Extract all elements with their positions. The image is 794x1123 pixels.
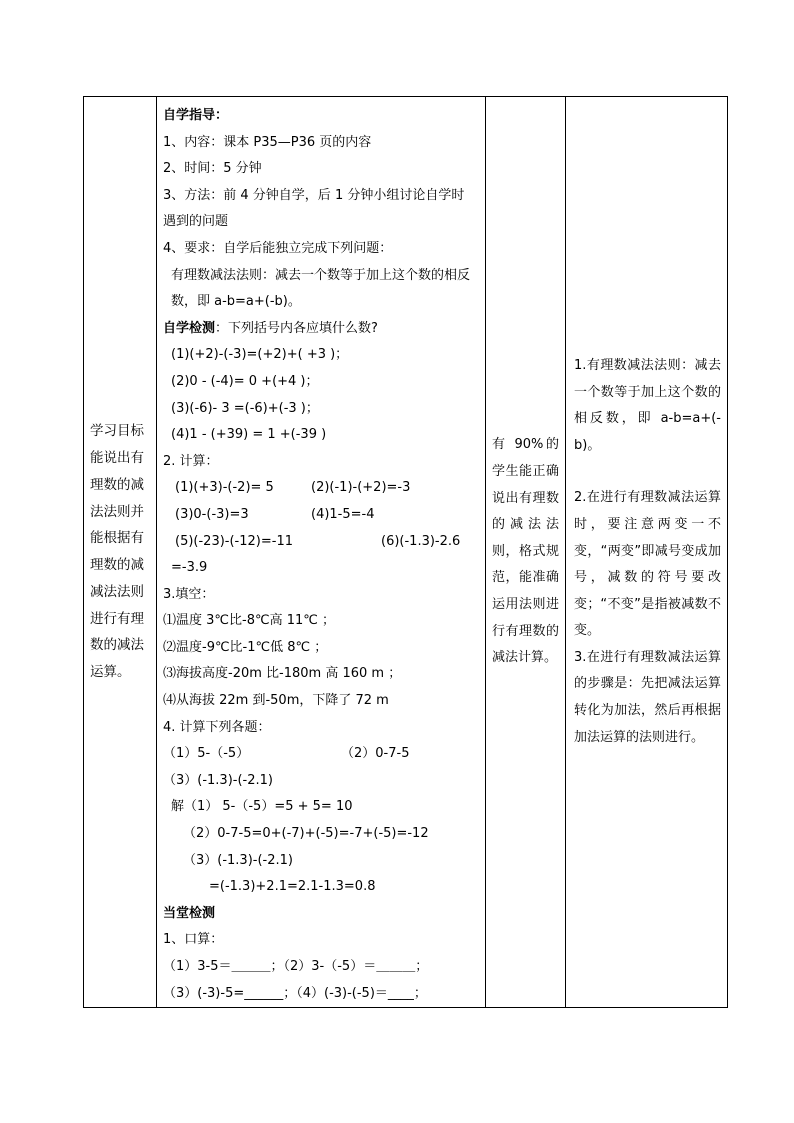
compute-question: （2）0-7-5 bbox=[341, 746, 410, 762]
compute-solution: （2）0-7-5=0+(-7)+(-5)=-7+(-5)=-12 bbox=[183, 826, 429, 842]
check-line: (4)1 - (+39) = 1 +(-39 ) bbox=[171, 427, 327, 443]
objective-cell bbox=[84, 97, 157, 1008]
fill-line: ⑶海拔高度-20m 比-180m 高 160 m ； bbox=[163, 666, 402, 682]
evaluation-text: 有 90%的学生能正确说出有理数的减法法则，格式规范，能准确运用法则进行有理数的减法计算。 bbox=[492, 437, 559, 666]
summary-cell bbox=[566, 97, 728, 1008]
check-line: (3)(-6)- 3 =(-6)+(-3 )； bbox=[171, 400, 319, 416]
check-prompt: ：下列括号内各应填什么数? bbox=[215, 320, 378, 336]
calc-item: (2)(-1)-(+2)=-3 bbox=[311, 480, 411, 496]
self-study-item: 3、方法：前 4 分钟自学，后 1 分钟小组讨论自学时遇到的问题 bbox=[163, 187, 465, 230]
objective-text: 学习目标能说出有理数的减法法则并能根据有理数的减减法法则进行有理数的减法运算。 bbox=[90, 423, 144, 681]
check-line: (2)0 - (-4)= 0 +(+4 )； bbox=[171, 373, 319, 389]
calc-item: (6)(-1.3)-2.6 bbox=[381, 533, 461, 549]
fill-title: 3.填空： bbox=[163, 586, 215, 602]
table-row bbox=[84, 97, 728, 1008]
compute-question: （1）5-（-5） bbox=[163, 746, 250, 762]
check-title: 自学检测 bbox=[163, 320, 216, 336]
content-cell bbox=[157, 97, 486, 1008]
self-study-item: 2、时间：5 分钟 bbox=[163, 161, 262, 177]
summary-point: 1.有理数减法法则：减去一个数等于加上这个数的相反数，即 a-b=a+(-b)。 bbox=[574, 357, 721, 453]
self-study-title: 自学指导： bbox=[163, 108, 229, 123]
compute-row bbox=[163, 741, 477, 768]
calc-row bbox=[163, 475, 477, 502]
oral-calc-line: （1）3-5＝＿＿＿；（2）3-（-5）＝＿＿＿； bbox=[163, 959, 429, 974]
calc-item: =-3.9 bbox=[171, 560, 208, 576]
lesson-table bbox=[83, 96, 728, 1008]
fill-line: ⑵温度-9℃比-1℃低 8℃ ； bbox=[163, 639, 328, 655]
evaluation-cell bbox=[486, 97, 566, 1008]
calc-item: (4)1-5=-4 bbox=[311, 506, 375, 522]
calc-item: (3)0-(-3)=3 bbox=[175, 506, 249, 522]
fill-line: ⑴温度 3℃比-8℃高 11℃ ； bbox=[163, 613, 335, 629]
subtraction-rule: 有理数减法法则：减去一个数等于加上这个数的相反数，即 a-b=a+(-b)。 bbox=[171, 267, 471, 310]
compute-question: （3）(-1.3)-(-2.1) bbox=[163, 772, 273, 788]
class-check-title: 当堂检测 bbox=[163, 905, 216, 921]
fill-line: ⑷从海拔 22m 到-50m，下降了 72 m bbox=[163, 693, 389, 709]
calc-row bbox=[163, 529, 477, 556]
calc-title: 2. 计算： bbox=[163, 453, 219, 469]
check-heading bbox=[163, 316, 477, 343]
summary-point: 2.在进行有理数减法运算时，要注意两变一不变，“两变”即减号变成加号，减数的符号要改变；“不变”是指被减数不变。 bbox=[574, 490, 721, 639]
compute-title: 4. 计算下列各题： bbox=[163, 719, 271, 735]
self-study-item: 1、内容：课本 P35—P36 页的内容 bbox=[163, 134, 372, 150]
calc-item: (1)(+3)-(-2)= 5 bbox=[175, 480, 274, 496]
compute-solution: （3）(-1.3)-(-2.1) bbox=[183, 852, 293, 868]
compute-solution: 解（1） 5-（-5）=5 + 5= 10 bbox=[171, 799, 353, 815]
calc-item: (5)(-23)-(-12)=-11 bbox=[175, 533, 293, 549]
summary-point: 3.在进行有理数减法运算的步骤是：先把减法运算转化为加法，然后再根据加法运算的法则进行。 bbox=[574, 649, 721, 745]
compute-solution: =(-1.3)+2.1=2.1-1.3=0.8 bbox=[209, 879, 376, 895]
check-line: (1)(+2)-(-3)=(+2)+( +3 )； bbox=[171, 347, 349, 363]
self-study-item: 4、要求：自学后能独立完成下列问题： bbox=[163, 240, 393, 256]
calc-row bbox=[163, 502, 477, 529]
class-check-sub: 1、口算： bbox=[163, 932, 224, 948]
oral-calc-line: （3）(-3)-5=______；（4）(-3)-(-5)＝____； bbox=[163, 985, 427, 1001]
